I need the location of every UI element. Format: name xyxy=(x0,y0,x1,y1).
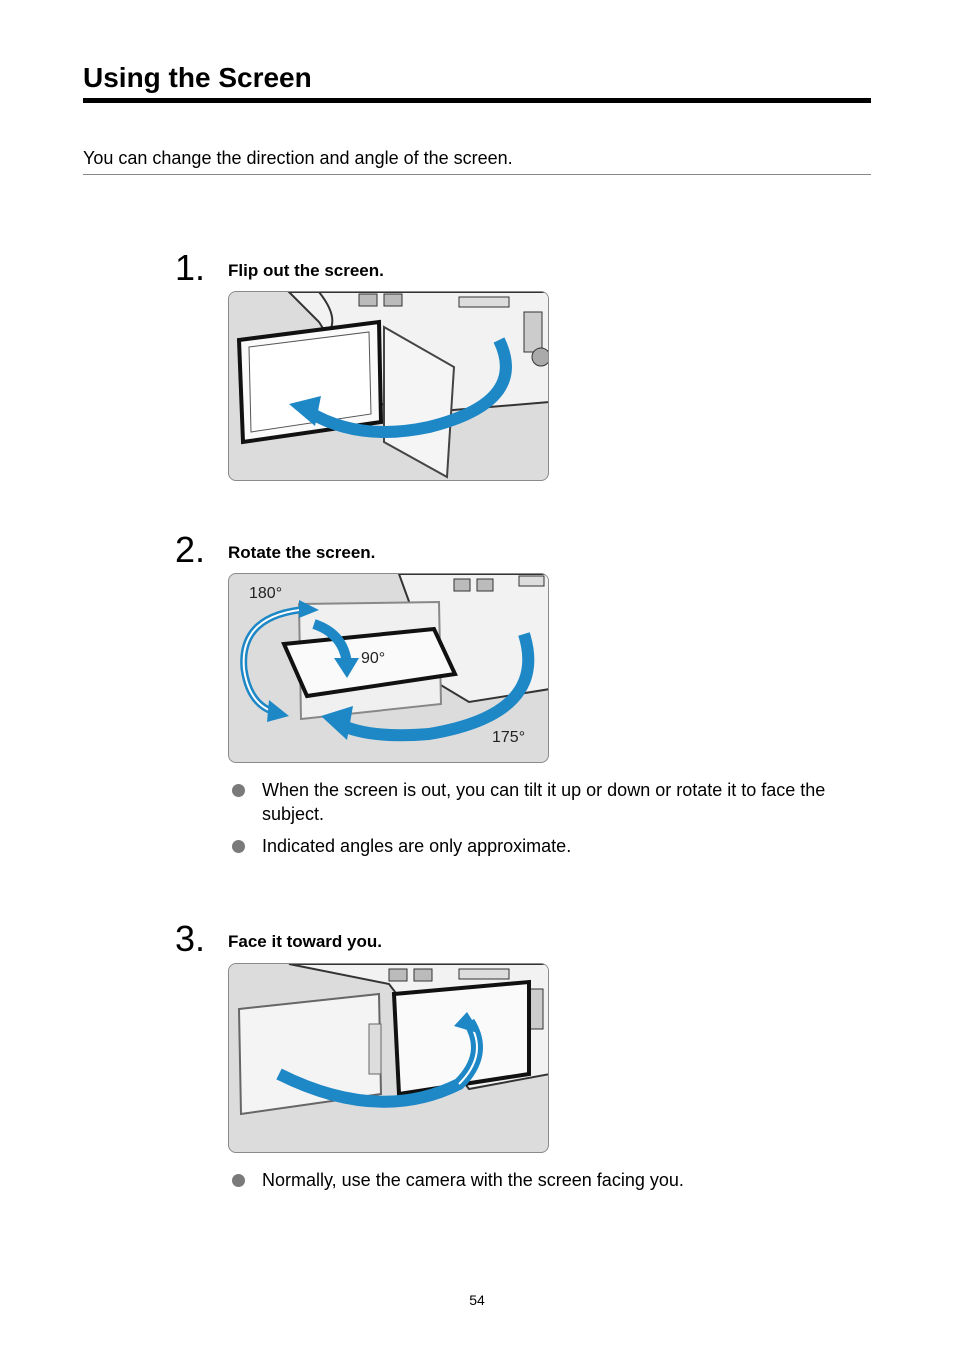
title-rule xyxy=(83,98,871,103)
face-screen-toward-you-illustration xyxy=(228,963,549,1153)
bullet-dot-icon xyxy=(232,840,245,853)
page-title: Using the Screen xyxy=(83,62,312,93)
bullet-dot-icon xyxy=(232,784,245,797)
intro-text: You can change the direction and angle of the screen. xyxy=(83,148,513,168)
step-1-label: Flip out the screen. xyxy=(228,261,384,280)
angle-180-label: 180° xyxy=(249,585,283,602)
angle-175-label: 175° xyxy=(492,729,526,746)
bullet-text: When the screen is out, you can tilt it up or down or rotate it to face the subject. xyxy=(262,780,826,824)
rotate-screen-illustration xyxy=(228,573,549,763)
step-3-number: 3. xyxy=(175,918,206,959)
bullet-text: Indicated angles are only approximate. xyxy=(262,836,572,856)
step-2-label: Rotate the screen. xyxy=(228,543,376,562)
bullet-text: Normally, use the camera with the screen facing you. xyxy=(262,1170,684,1190)
flip-out-screen-illustration xyxy=(228,291,549,481)
bullet-dot-icon xyxy=(232,1174,245,1187)
page-number: 54 xyxy=(469,1292,485,1308)
step-3-label: Face it toward you. xyxy=(228,932,382,951)
intro-rule xyxy=(83,174,871,175)
angle-90-label: 90° xyxy=(361,650,386,667)
step-1-number: 1. xyxy=(175,247,206,288)
step-2-number: 2. xyxy=(175,529,206,570)
